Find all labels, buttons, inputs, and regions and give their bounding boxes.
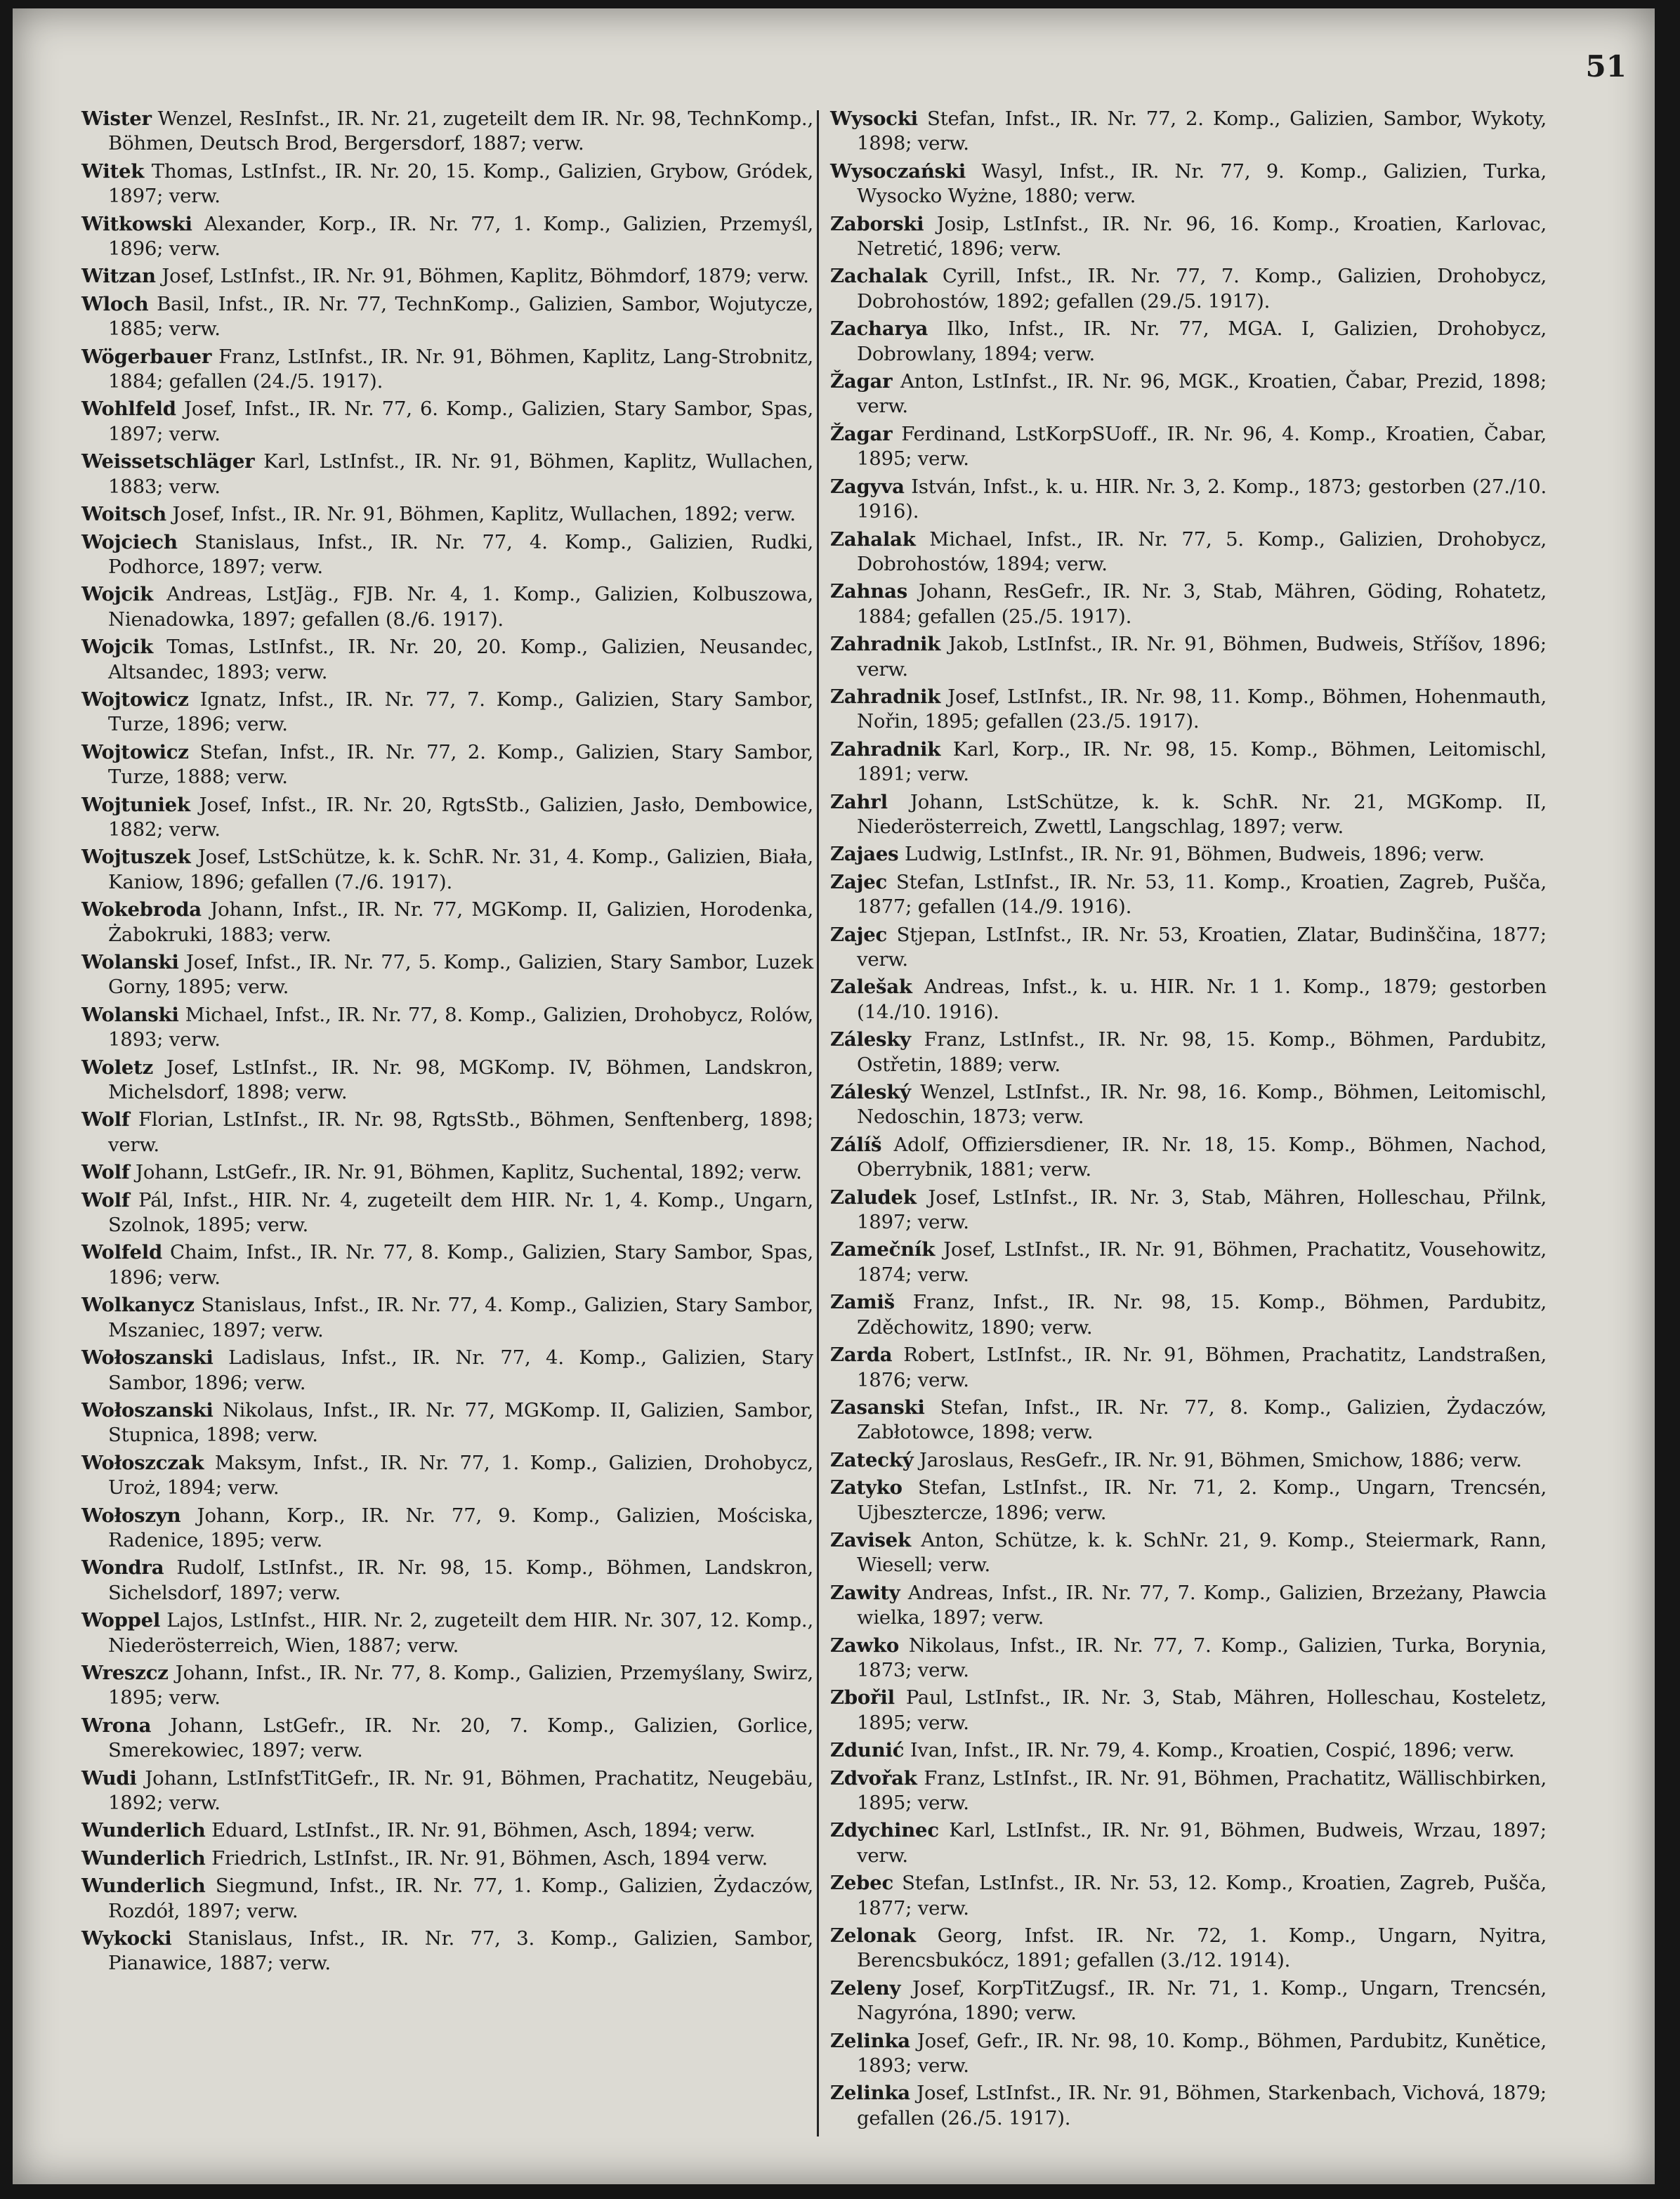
entry-details: Nikolaus, Infst., IR. Nr. 77, 7. Komp., Galizien, Turka, Borynia, 1873; verw. [857, 1634, 1547, 1681]
entry-details: Johann, LstSchütze, k. k. SchR. Nr. 21, MGKomp. II, Niederösterreich, Zwettl, Langschlag, 1897; verw. [857, 790, 1547, 838]
list-entry [830, 685, 1547, 735]
column-right [830, 107, 1547, 2134]
entry-surname: Zagyva [830, 475, 905, 498]
entry-details: Josef, LstInfst., IR. Nr. 91, Böhmen, Kaplitz, Böhmdorf, 1879; verw. [162, 265, 809, 288]
list-entry [830, 422, 1547, 472]
entry-details: Lajos, LstInfst., HIR. Nr. 2, zugeteilt dem HIR. Nr. 307, 12. Komp., Niederösterreich, Wien, 1887; verw. [108, 1609, 813, 1657]
list-entry [830, 1818, 1547, 1868]
entry-surname: Wolf [81, 1161, 130, 1184]
entry-surname: Wojcik [81, 636, 153, 659]
list-entry [830, 579, 1547, 629]
entry-details: Ilko, Infst., IR. Nr. 77, MGA. I, Galizien, Drohobycz, Dobrowlany, 1894; verw. [857, 317, 1547, 365]
list-entry [81, 264, 813, 289]
list-entry [830, 1343, 1547, 1393]
entry-details: Jakob, LstInfst., IR. Nr. 91, Böhmen, Budweis, Stříšov, 1896; verw. [857, 633, 1547, 681]
entry-surname: Wolkanycz [81, 1294, 195, 1317]
entry-details: Ladislaus, Infst., IR. Nr. 77, 4. Komp., Galizien, Stary Sambor, 1896; verw. [108, 1346, 813, 1394]
list-entry [830, 737, 1547, 787]
entry-surname: Wokebroda [81, 898, 202, 921]
entry-details: Ferdinand, LstKorpSUoff., IR. Nr. 96, 4. Komp., Kroatien, Čabar, 1895; verw. [857, 422, 1547, 471]
list-entry [81, 740, 813, 790]
entry-details: Paul, LstInfst., IR. Nr. 3, Stab, Mähren, Holleschau, Kosteletz, 1895; verw. [857, 1686, 1547, 1734]
entry-details: Franz, Infst., IR. Nr. 98, 15. Komp., Böhmen, Pardubitz, Zděchowitz, 1890; verw. [857, 1291, 1547, 1339]
entry-details: Stefan, LstInfst., IR. Nr. 53, 12. Komp., Kroatien, Zagreb, Pušča, 1877; verw. [857, 1872, 1547, 1919]
entry-surname: Zelonak [830, 1924, 916, 1948]
entry-surname: Zahalak [830, 527, 916, 551]
entry-surname: Zajaes [830, 843, 899, 866]
list-entry [81, 502, 813, 527]
entry-surname: Wloch [81, 292, 149, 315]
entry-details: Karl, Korp., IR. Nr. 98, 15. Komp., Böhmen, Leitomischl, 1891; verw. [857, 737, 1547, 786]
entry-details: Stefan, Infst., IR. Nr. 77, 2. Komp., Galizien, Stary Sambor, Turze, 1888; verw. [108, 740, 813, 789]
entry-surname: Zajec [830, 923, 888, 946]
entry-details: István, Infst., k. u. HIR. Nr. 3, 2. Komp., 1873; gestorben (27./10. 1916). [857, 475, 1547, 523]
entry-surname: Zamečník [830, 1238, 936, 1261]
list-entry [81, 1874, 813, 1924]
list-entry [830, 107, 1547, 157]
entry-surname: Woitsch [81, 503, 166, 526]
entry-details: Josef, Infst., IR. Nr. 91, Böhmen, Kaplitz, Wullachen, 1892; verw. [172, 503, 796, 526]
list-entry [81, 1188, 813, 1238]
entry-details: Eduard, LstInfst., IR. Nr. 91, Böhmen, Asch, 1894; verw. [211, 1819, 756, 1842]
entry-surname: Wunderlich [81, 1875, 206, 1898]
entry-surname: Wolf [81, 1108, 130, 1131]
entry-details: Anton, LstInfst., IR. Nr. 96, MGK., Kroatien, Čabar, Prezid, 1898; verw. [857, 370, 1547, 418]
entry-details: Franz, LstInfst., IR. Nr. 91, Böhmen, Kaplitz, Lang-Strobnitz, 1884; gefallen (24./5. 1917). [108, 345, 813, 393]
entry-details: Wasyl, Infst., IR. Nr. 77, 9. Komp., Galizien, Turka, Wysocko Wyżne, 1880; verw. [857, 159, 1547, 208]
entry-surname: Wister [81, 107, 152, 130]
entry-surname: Wołoszanski [81, 1346, 214, 1370]
list-entry [830, 1871, 1547, 1921]
entry-surname: Wunderlich [81, 1819, 206, 1842]
entry-details: Robert, LstInfst., IR. Nr. 91, Böhmen, Prachatitz, Landstraßen, 1876; verw. [857, 1344, 1547, 1391]
list-entry [830, 1686, 1547, 1735]
entry-surname: Wondra [81, 1556, 164, 1580]
entry-details: Wenzel, ResInfst., IR. Nr. 21, zugeteilt dem IR. Nr. 98, TechnKomp., Böhmen, Deutsch Brod, Bergersdorf, 1887; verw. [108, 107, 813, 155]
entry-surname: Wołoszczak [81, 1451, 204, 1474]
list-entry [830, 1080, 1547, 1130]
entry-details: Rudolf, LstInfst., IR. Nr. 98, 15. Komp., Böhmen, Landskron, Sichelsdorf, 1897; verw. [108, 1556, 813, 1604]
list-entry [830, 1528, 1547, 1578]
list-entry [81, 950, 813, 1000]
entry-details: Friedrich, LstInfst., IR. Nr. 91, Böhmen, Asch, 1894 verw. [211, 1846, 768, 1870]
list-entry [81, 212, 813, 262]
entry-details: Karl, LstInfst., IR. Nr. 91, Böhmen, Budweis, Wrzau, 1897; verw. [857, 1819, 1547, 1867]
entry-details: Johann, LstGefr., IR. Nr. 91, Böhmen, Kaplitz, Suchental, 1892; verw. [136, 1161, 802, 1184]
entry-surname: Wojtuniek [81, 793, 190, 816]
entry-surname: Wołoszyn [81, 1504, 181, 1527]
entry-surname: Zachalak [830, 265, 928, 288]
entry-details: Franz, LstInfst., IR. Nr. 91, Böhmen, Prachatitz, Wällischbirken, 1895; verw. [857, 1766, 1547, 1814]
entry-details: Jaroslaus, ResGefr., IR. Nr. 91, Böhmen, Smichow, 1886; verw. [919, 1448, 1522, 1471]
list-entry [830, 1976, 1547, 2026]
entry-details: Stanislaus, Infst., IR. Nr. 77, 4. Komp., Galizien, Stary Sambor, Mszaniec, 1897; verw. [108, 1294, 813, 1341]
list-entry [81, 345, 813, 395]
list-entry [81, 1160, 813, 1185]
entry-surname: Zamiš [830, 1291, 895, 1314]
entry-surname: Woletz [81, 1056, 154, 1079]
list-entry [81, 1504, 813, 1554]
entry-details: Stefan, Infst., IR. Nr. 77, 8. Komp., Galizien, Żydaczów, Zabłotowce, 1898; verw. [857, 1396, 1547, 1444]
list-entry [81, 397, 813, 447]
entry-details: Andreas, LstJäg., FJB. Nr. 4, 1. Komp., Galizien, Kolbuszowa, Nienadowka, 1897; gefallen (8./6. 1917). [108, 583, 814, 631]
entry-surname: Wögerbauer [81, 345, 212, 368]
entry-surname: Zebec [830, 1872, 894, 1895]
entry-surname: Zeleny [830, 1976, 901, 2000]
entry-surname: Zacharya [830, 317, 928, 341]
entry-surname: Zelinka [830, 2082, 910, 2105]
entry-details: Johann, Infst., IR. Nr. 77, 8. Komp., Galizien, Przemyślany, Swirz, 1895; verw. [108, 1661, 813, 1709]
entry-surname: Zdvořak [830, 1766, 917, 1790]
entry-surname: Wolanski [81, 951, 179, 973]
entry-surname: Zdunić [830, 1739, 905, 1762]
list-entry [81, 1108, 813, 1157]
entry-details: Josef, Infst., IR. Nr. 20, RgtsStb., Galizien, Jasło, Dembowice, 1882; verw. [108, 793, 813, 841]
entry-surname: Wojcik [81, 583, 153, 606]
entry-surname: Wojtowicz [81, 688, 189, 711]
entry-details: Maksym, Infst., IR. Nr. 77, 1. Komp., Galizien, Drohobycz, Uroż, 1894; verw. [108, 1451, 813, 1499]
list-entry [830, 264, 1547, 314]
entry-surname: Wojtuszek [81, 846, 191, 869]
entry-surname: Žagar [830, 370, 893, 393]
entry-details: Michael, Infst., IR. Nr. 77, 5. Komp., Galizien, Drohobycz, Dobrohostów, 1894; verw. [857, 527, 1547, 575]
list-entry [830, 475, 1547, 525]
entry-surname: Zawko [830, 1634, 899, 1657]
list-entry [81, 530, 813, 580]
entry-surname: Zaludek [830, 1186, 917, 1209]
entry-details: Franz, LstInfst., IR. Nr. 98, 15. Komp., Böhmen, Pardubitz, Ostřetin, 1889; verw. [857, 1028, 1547, 1076]
entry-surname: Zatyko [830, 1476, 903, 1499]
entry-details: Josef, Infst., IR. Nr. 77, 6. Komp., Galizien, Stary Sambor, Spas, 1897; verw. [108, 398, 813, 445]
list-entry [830, 1581, 1547, 1631]
list-entry [830, 1290, 1547, 1340]
entry-details: Anton, Schütze, k. k. SchNr. 21, 9. Komp., Steiermark, Rann, Wiesell; verw. [857, 1528, 1547, 1577]
entry-surname: Wrona [81, 1714, 152, 1737]
entry-surname: Wohlfeld [81, 398, 176, 421]
list-entry [81, 1846, 813, 1871]
list-entry [830, 923, 1547, 973]
list-entry [81, 1926, 813, 1976]
entry-surname: Záleský [830, 1081, 911, 1104]
list-entry [830, 317, 1547, 367]
entry-details: Ludwig, LstInfst., IR. Nr. 91, Böhmen, Budweis, 1896; verw. [905, 843, 1485, 866]
list-entry [830, 1738, 1547, 1763]
list-entry [81, 1240, 813, 1290]
list-entry [830, 1634, 1547, 1683]
list-entry [830, 2081, 1547, 2131]
entry-details: Johann, ResGefr., IR. Nr. 3, Stab, Mähren, Göding, Rohatetz, 1884; gefallen (25./5. 1917). [857, 580, 1547, 628]
entry-surname: Wykocki [81, 1927, 172, 1950]
list-entry [830, 1766, 1547, 1816]
entry-surname: Zaborski [830, 212, 924, 235]
entry-surname: Zbořil [830, 1686, 895, 1709]
entry-details: Andreas, Infst., k. u. HIR. Nr. 1 1. Komp., 1879; gestorben (14./10. 1916). [857, 976, 1547, 1023]
list-entry [830, 527, 1547, 577]
entry-surname: Wudi [81, 1766, 137, 1790]
list-entry [81, 1766, 813, 1816]
entry-surname: Wojciech [81, 530, 178, 553]
entry-details: Nikolaus, Infst., IR. Nr. 77, MGKomp. II, Galizien, Sambor, Stupnica, 1898; verw. [108, 1398, 814, 1447]
page [13, 8, 1655, 2184]
entry-surname: Zálesky [830, 1028, 911, 1051]
entry-surname: Žagar [830, 422, 893, 445]
entry-details: Stanislaus, Infst., IR. Nr. 77, 3. Komp., Galizien, Sambor, Pianawice, 1887; verw. [108, 1927, 813, 1975]
entry-details: Josef, Gefr., IR. Nr. 98, 10. Komp., Böhmen, Pardubitz, Kunětice, 1893; verw. [857, 2029, 1547, 2077]
entry-surname: Zavisek [830, 1528, 911, 1551]
list-entry [830, 159, 1547, 209]
entry-details: Stefan, Infst., IR. Nr. 77, 2. Komp., Galizien, Sambor, Wykoty, 1898; verw. [857, 107, 1547, 155]
entry-details: Josef, LstInfst., IR. Nr. 3, Stab, Mähren, Holleschau, Přilnk, 1897; verw. [857, 1186, 1547, 1234]
entry-surname: Zahradnik [830, 633, 941, 656]
entry-surname: Zahradnik [830, 737, 941, 761]
list-entry [830, 1924, 1547, 1974]
list-entry [81, 449, 813, 499]
entry-details: Thomas, LstInfst., IR. Nr. 20, 15. Komp., Galizien, Grybow, Gródek, 1897; verw. [108, 159, 814, 208]
list-entry [830, 1186, 1547, 1235]
entry-surname: Zarda [830, 1344, 893, 1367]
entry-details: Georg, Infst. IR. Nr. 72, 1. Komp., Ungarn, Nyitra, Berencsbukócz, 1891; gefallen (3./12. 1914). [857, 1924, 1547, 1972]
entry-surname: Zawity [830, 1581, 900, 1604]
entry-details: Johann, Korp., IR. Nr. 77, 9. Komp., Galizien, Mościska, Radenice, 1895; verw. [108, 1504, 813, 1551]
entry-surname: Wołoszanski [81, 1398, 214, 1422]
entry-details: Florian, LstInfst., IR. Nr. 98, RgtsStb., Böhmen, Senftenberg, 1898; verw. [108, 1108, 813, 1156]
entry-surname: Zatecký [830, 1448, 914, 1471]
list-entry [830, 842, 1547, 867]
entry-details: Josef, LstSchütze, k. k. SchR. Nr. 31, 4. Komp., Galizien, Biała, Kaniow, 1896; gefallen (7./6. 1917). [108, 846, 813, 893]
entry-surname: Witek [81, 159, 145, 183]
entry-details: Stefan, LstInfst., IR. Nr. 71, 2. Komp., Ungarn, Trencsén, Ujbesztercze, 1896; verw. [857, 1476, 1547, 1524]
entry-surname: Zelinka [830, 2029, 910, 2052]
entry-details: Johann, Infst., IR. Nr. 77, MGKomp. II, Galizien, Horodenka, Żabokruki, 1883; verw. [108, 898, 813, 946]
entry-surname: Wreszcz [81, 1661, 169, 1684]
entry-details: Basil, Infst., IR. Nr. 77, TechnKomp., Galizien, Sambor, Wojutycze, 1885; verw. [108, 292, 813, 341]
entry-surname: Zahrl [830, 790, 888, 813]
list-entry [81, 582, 813, 632]
entry-details: Josip, LstInfst., IR. Nr. 96, 16. Komp., Kroatien, Karlovac, Netretić, 1896; verw. [857, 212, 1547, 261]
entry-details: Michael, Infst., IR. Nr. 77, 8. Komp., Galizien, Drohobycz, Rolów, 1893; verw. [108, 1003, 814, 1051]
list-entry [81, 898, 813, 947]
entry-details: Siegmund, Infst., IR. Nr. 77, 1. Komp., Galizien, Żydaczów, Rozdół, 1897; verw. [108, 1875, 813, 1922]
list-entry [830, 790, 1547, 840]
list-entry [81, 159, 813, 209]
list-entry [81, 635, 813, 685]
entry-details: Ivan, Infst., IR. Nr. 79, 4. Komp., Kroatien, Cospić, 1896; verw. [910, 1739, 1515, 1762]
entry-surname: Weissetschläger [81, 450, 255, 473]
entry-surname: Zajec [830, 870, 888, 893]
list-entry [830, 1476, 1547, 1525]
list-entry [830, 1028, 1547, 1077]
list-entry [830, 975, 1547, 1025]
list-entry [830, 212, 1547, 262]
list-entry [81, 1346, 813, 1396]
entry-surname: Zálíš [830, 1133, 882, 1156]
list-entry [830, 1238, 1547, 1287]
entry-surname: Woppel [81, 1609, 161, 1632]
list-entry [81, 793, 813, 843]
entry-details: Karl, LstInfst., IR. Nr. 91, Böhmen, Kaplitz, Wullachen, 1883; verw. [108, 450, 814, 498]
entry-details: Josef, Infst., IR. Nr. 77, 5. Komp., Galizien, Stary Sambor, Luzek Gorny, 1895; verw. [108, 951, 813, 999]
entry-details: Josef, LstInfst., IR. Nr. 98, MGKomp. IV, Böhmen, Landskron, Michelsdorf, 1898; verw. [108, 1056, 813, 1104]
entry-surname: Wysoczański [830, 159, 966, 183]
entry-details: Josef, LstInfst., IR. Nr. 91, Böhmen, Starkenbach, Vichová, 1879; gefallen (26./5. 1917). [857, 2082, 1547, 2129]
list-entry [830, 369, 1547, 419]
entry-surname: Zdychinec [830, 1819, 939, 1842]
entry-details: Cyrill, Infst., IR. Nr. 77, 7. Komp., Galizien, Drohobycz, Dobrohostów, 1892; gefallen (29./5. 1917). [857, 265, 1547, 313]
list-entry [81, 1714, 813, 1764]
list-entry [81, 845, 813, 895]
entry-surname: Wolf [81, 1188, 130, 1212]
entry-surname: Wunderlich [81, 1846, 206, 1870]
list-entry [81, 1293, 813, 1343]
entry-details: Ignatz, Infst., IR. Nr. 77, 7. Komp., Galizien, Stary Sambor, Turze, 1896; verw. [108, 688, 813, 736]
entry-details: Wenzel, LstInfst., IR. Nr. 98, 16. Komp., Böhmen, Leitomischl, Nedoschin, 1873; verw. [857, 1081, 1547, 1129]
list-entry [830, 1396, 1547, 1445]
entry-details: Andreas, Infst., IR. Nr. 77, 7. Komp., Galizien, Brzeżany, Pławcia wielka, 1897; verw. [857, 1581, 1547, 1629]
entry-surname: Wolfeld [81, 1241, 163, 1264]
column-left [81, 107, 813, 1979]
list-entry [81, 1398, 813, 1448]
list-entry [81, 688, 813, 737]
entry-details: Stefan, LstInfst., IR. Nr. 53, 11. Komp., Kroatien, Zagreb, Pušča, 1877; gefallen (14./9. 1916). [857, 870, 1547, 919]
entry-details: Tomas, LstInfst., IR. Nr. 20, 20. Komp., Galizien, Neusandec, Altsandec, 1893; verw. [108, 636, 813, 683]
entry-details: Adolf, Offiziersdiener, IR. Nr. 18, 15. Komp., Böhmen, Nachod, Oberrybnik, 1881; verw. [857, 1133, 1547, 1181]
entry-details: Stanislaus, Infst., IR. Nr. 77, 4. Komp., Galizien, Rudki, Podhorce, 1897; verw. [108, 530, 813, 578]
page-number: 51 [1585, 49, 1627, 84]
list-entry [81, 1661, 813, 1711]
entry-surname: Zahradnik [830, 685, 941, 708]
list-entry [81, 1556, 813, 1606]
list-entry [830, 632, 1547, 682]
list-entry [830, 870, 1547, 920]
column-divider [817, 110, 819, 2136]
list-entry [81, 107, 813, 157]
entry-details: Pál, Infst., HIR. Nr. 4, zugeteilt dem HIR. Nr. 1, 4. Komp., Ungarn, Szolnok, 1895; verw. [108, 1188, 814, 1237]
entry-details: Chaim, Infst., IR. Nr. 77, 8. Komp., Galizien, Stary Sambor, Spas, 1896; verw. [108, 1241, 813, 1289]
entry-details: Johann, LstInfstTitGefr., IR. Nr. 91, Böhmen, Prachatitz, Neugebäu, 1892; verw. [108, 1766, 814, 1814]
list-entry [830, 1448, 1547, 1473]
list-entry [81, 1451, 813, 1501]
entry-surname: Wojtowicz [81, 740, 189, 763]
entry-details: Alexander, Korp., IR. Nr. 77, 1. Komp., Galizien, Przemyśl, 1896; verw. [108, 212, 813, 261]
list-entry [81, 292, 813, 342]
entry-details: Stjepan, LstInfst., IR. Nr. 53, Kroatien, Zlatar, Budinščina, 1877; verw. [857, 923, 1547, 971]
entry-surname: Witkowski [81, 212, 192, 235]
list-entry [81, 1608, 813, 1658]
entry-details: Josef, KorpTitZugsf., IR. Nr. 71, 1. Komp., Ungarn, Trencsén, Nagyróna, 1890; verw. [857, 1976, 1547, 2025]
entry-surname: Zasanski [830, 1396, 925, 1419]
list-entry [830, 1133, 1547, 1183]
entry-surname: Wolanski [81, 1003, 179, 1026]
entry-surname: Witzan [81, 265, 156, 288]
entry-surname: Wysocki [830, 107, 918, 130]
list-entry [830, 2029, 1547, 2079]
list-entry [81, 1056, 813, 1105]
entry-details: Josef, LstInfst., IR. Nr. 91, Böhmen, Prachatitz, Vousehowitz, 1874; verw. [857, 1238, 1547, 1286]
entry-details: Josef, LstInfst., IR. Nr. 98, 11. Komp., Böhmen, Hohenmauth, Nořin, 1895; gefallen (23./5. 1917). [857, 685, 1547, 733]
list-entry [81, 1003, 813, 1053]
entry-surname: Zahnas [830, 580, 907, 603]
list-entry [81, 1818, 813, 1843]
entry-surname: Zalešak [830, 976, 912, 999]
entry-details: Johann, LstGefr., IR. Nr. 20, 7. Komp., Galizien, Gorlice, Smerekowiec, 1897; verw. [108, 1714, 814, 1762]
